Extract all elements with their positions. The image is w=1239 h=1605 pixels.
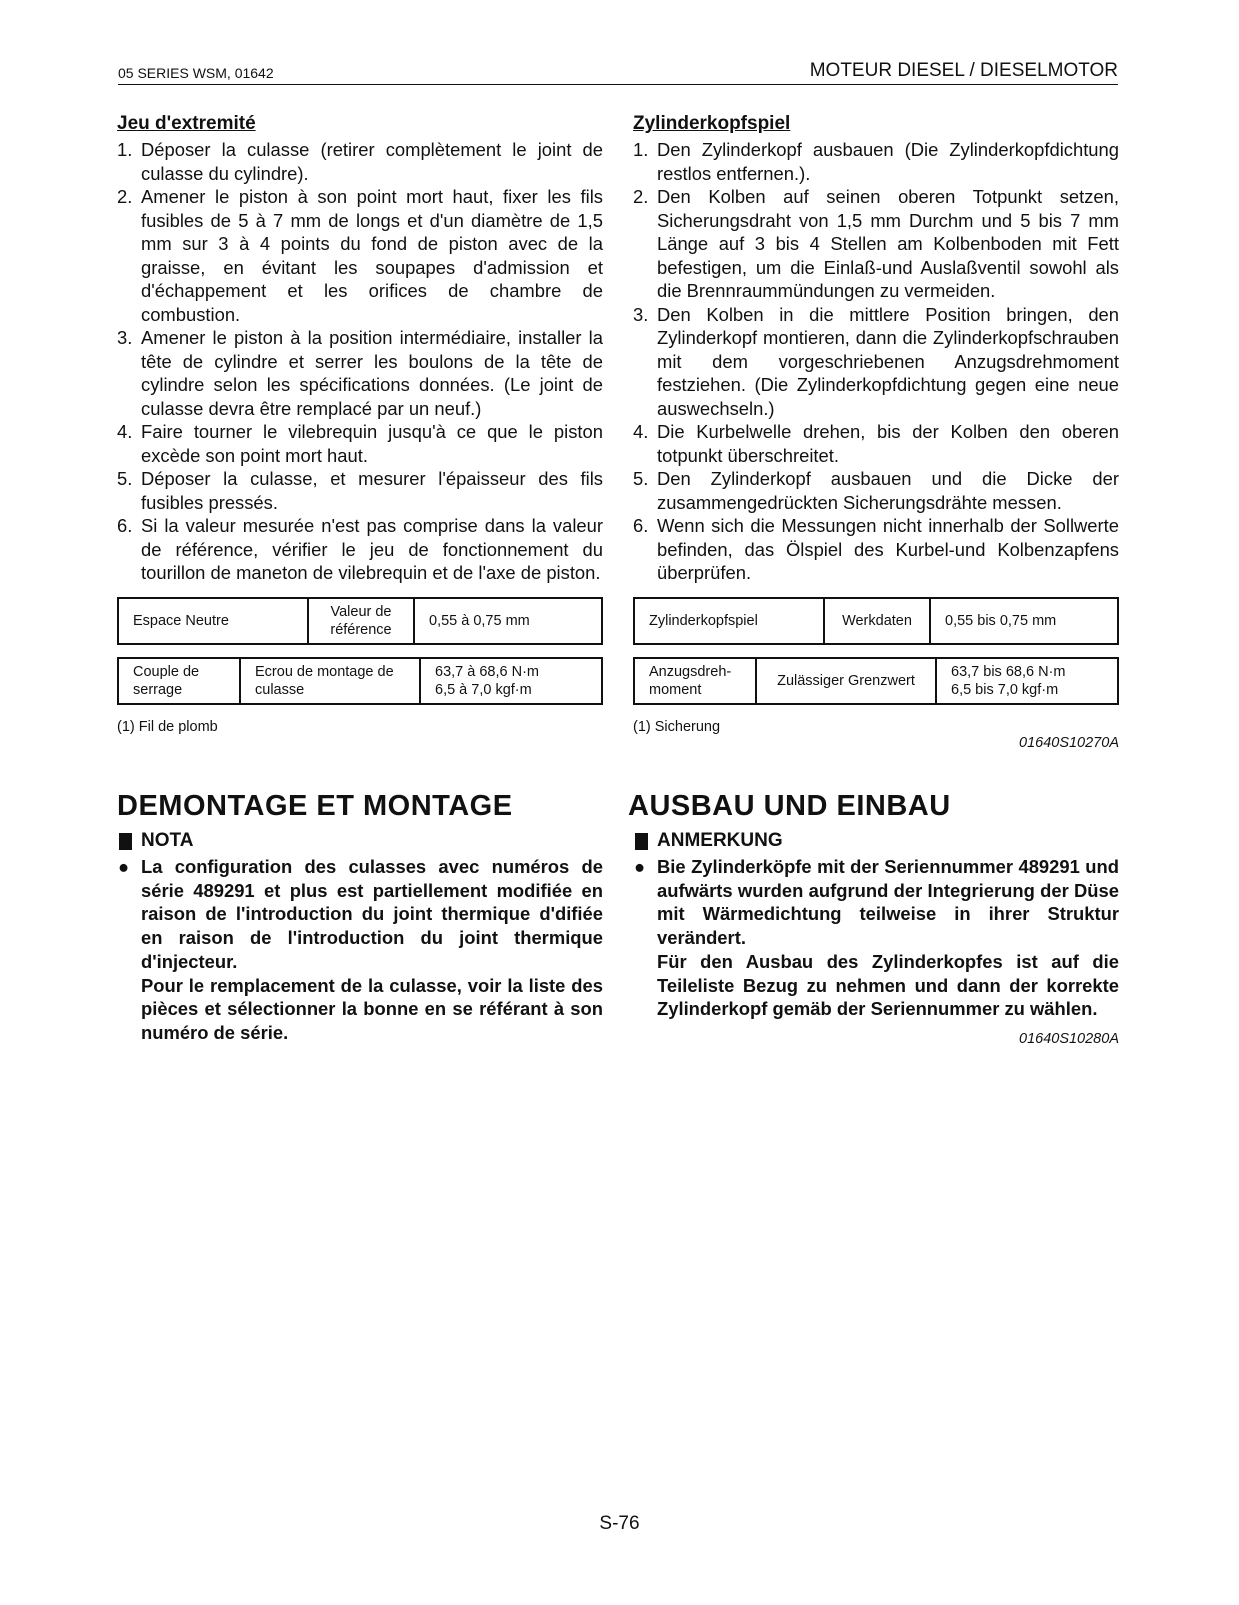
de-note-label: ANMERKUNG [633, 830, 1119, 852]
fr-step: 5. Déposer la culasse, et mesurer l'épaisseur des fils fusibles pressés. [117, 468, 603, 513]
de-step: 5. Den Zylinderkopf ausbauen und die Dicke der zusammengedrückten Sicherungsdrähte messen. [633, 468, 1119, 513]
page-header [118, 62, 1118, 85]
de-step: 1. Den Zylinderkopf ausbauen (Die Zylinderkopfdichtung restlos entfernen.). [633, 139, 1119, 184]
fr-torque-values: 63,7 à 68,6 N·m 6,5 à 7,0 kgf·m [420, 658, 602, 704]
german-column [633, 112, 1119, 751]
fr-step: 6. Si la valeur mesurée n'est pas comprise dans la valeur de référence, vérifier le jeu de fonctionnement du tourillon de maneton de vilebrequin et de l'axe de piston. [117, 515, 603, 583]
fr-step: 3. Amener le piston à la position intermédiaire, installer la tête de cylindre et serrer les boulons de la tête de cylindre selon les spécifications données. (Le joint de culasse devra être remplacé par un neuf.) [117, 327, 603, 419]
de-step: 2. Den Kolben auf seinen oberen Totpunkt setzen, Sicherungsdraht von 1,5 mm Durchm und 5 bis 7 mm Länge auf 3 bis 4 Stellen am Kolbenboden mit Fett befestigen, um die Einlaß-und Auslaßventil sowohl als die Brennraummündungen zu vermeiden. [633, 186, 1119, 301]
de-torque-table [633, 657, 1119, 705]
fr-subhead: Jeu d'extremité [117, 113, 256, 134]
fr-torque-label: Couple de serrage [118, 658, 240, 704]
de-clearance-value: 0,55 bis 0,75 mm [930, 598, 1118, 644]
de-figure-note: (1) Sicherung [633, 718, 721, 735]
de-section-title: AUSBAU UND EINBAU [628, 790, 951, 822]
note-square-icon [635, 833, 648, 850]
bullet-icon: ● [118, 856, 130, 877]
fr-torque-table [117, 657, 603, 705]
fr-figure-note: (1) Fil de plomb [117, 718, 218, 735]
de-note-text: ● Bie Zylinderköpfe mit der Seriennummer 489291 und aufwärts wurden aufgrund der Integrierung der Düse mit Wärmedichtung teilweise in ihrer Struktur verändert. Für den Ausbau des Zylinderkopfes ist auf die Teileliste Bezug zu nehmen und dann der korrekte Zylinderkopf gemäb der Seriennummer zu wählen. [634, 856, 1119, 1020]
de-torque-label: Anzugsdreh-moment [634, 658, 756, 704]
de-torque-kind: Zulässiger Grenzwert [756, 658, 936, 704]
bullet-icon: ● [634, 856, 646, 877]
manual-id: 05 SERIES WSM, 01642 [118, 65, 274, 81]
de-subhead: Zylinderkopfspiel [633, 113, 791, 134]
de-clearance-kind: Werkdaten [824, 598, 930, 644]
fr-clearance-value: 0,55 à 0,75 mm [414, 598, 602, 644]
french-column [117, 112, 603, 735]
de-step: 3. Den Kolben in die mittlere Position bringen, den Zylinderkopf montieren, dann die Zylinderkopfschrauben mit dem vorgeschriebenen Anzugsdrehmoment festziehen. (Die Zylinderkopfdichtung gegen eine neue auswechseln.) [633, 303, 1119, 419]
de-note-block [633, 830, 1119, 1047]
de-reference-code-2: 01640S10280A [1019, 1030, 1119, 1047]
fr-step: 1. Déposer la culasse (retirer complètement le joint de culasse du cylindre). [117, 139, 603, 184]
fr-torque-kind: Ecrou de montage de culasse [240, 658, 420, 704]
fr-note-label: NOTA [117, 830, 603, 852]
de-step: 6. Wenn sich die Messungen nicht innerhalb der Sollwerte befinden, das Ölspiel des Kurbel-und Kolbenzapfens überprüfen. [633, 515, 1119, 583]
fr-clearance-kind: Valeur de référence [308, 598, 414, 644]
fr-note-block [117, 830, 603, 1045]
note-square-icon [119, 833, 132, 850]
fr-clearance-label: Espace Neutre [118, 598, 308, 644]
de-reference-code-1: 01640S10270A [1019, 734, 1119, 751]
fr-clearance-table [117, 597, 603, 645]
chapter-title: MOTEUR DIESEL / DIESELMOTOR [809, 60, 1118, 81]
de-clearance-label: Zylinderkopfspiel [634, 598, 824, 644]
de-torque-values: 63,7 bis 68,6 N·m 6,5 bis 7,0 kgf·m [936, 658, 1118, 704]
page-number: S-76 [599, 1513, 640, 1534]
de-steps-list [633, 138, 1119, 585]
de-step: 4. Die Kurbelwelle drehen, bis der Kolben den oberen totpunkt überschreitet. [633, 421, 1119, 466]
fr-note-text: ● La configuration des culasses avec numéros de série 489291 et plus est partiellement modifiée en raison de l'introduction du joint thermique d'difiée en raison de l'introduction du joint thermique d'injecteur. Pour le remplacement de la culasse, voir la liste des pièces et sélectionner la bonne en se référant à son numéro de série. [118, 856, 603, 1043]
fr-step: 4. Faire tourner le vilebrequin jusqu'à ce que le piston excède son point mort haut. [117, 421, 603, 466]
fr-steps-list [117, 138, 603, 585]
fr-section-title: DEMONTAGE ET MONTAGE [117, 790, 513, 822]
de-clearance-table [633, 597, 1119, 645]
fr-step: 2. Amener le piston à son point mort haut, fixer les fils fusibles de 5 à 7 mm de longs et d'un diamètre de 1,5 mm sur 3 à 4 points du fond de piston avec de la graisse, en évitant les soupapes d'admission et d'échappement et les orifices de chambre de combustion. [117, 186, 603, 325]
